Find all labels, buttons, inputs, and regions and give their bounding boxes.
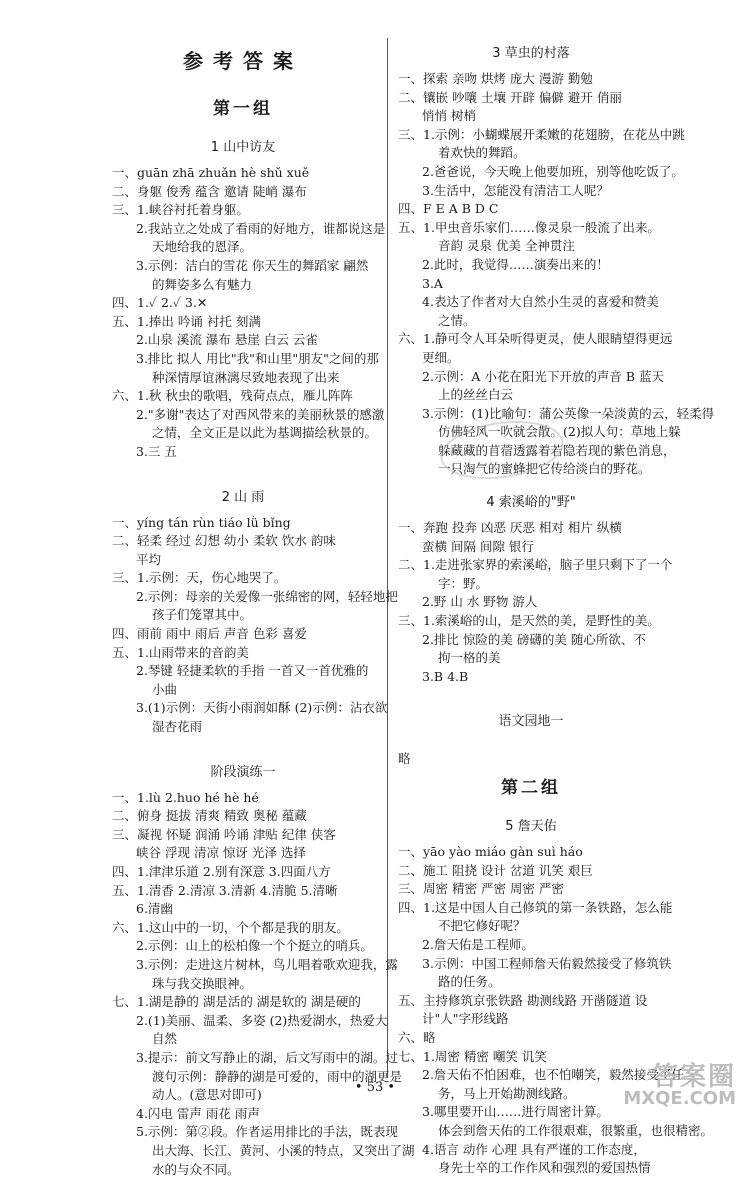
answer-line: 务，马上开始勘测线路。 (398, 1085, 664, 1104)
answer-line: 七、1.湖是静的 湖是活的 湖是软的 湖是硬的 (112, 993, 374, 1012)
answer-line: 二、施工 阻挠 设计 岔道 讥笑 艰巨 (398, 862, 664, 881)
answer-line: 峡谷 浮现 清凉 惊讶 光泽 选择 (112, 844, 374, 863)
answer-line: 3.(1)示例：天街小雨润如酥 (2)示例：沾衣欲 (112, 699, 374, 718)
answer-line: 略 (398, 750, 664, 769)
answer-line: 4.语言 动作 心理 具有严谨的工作态度， (398, 1141, 664, 1160)
answer-line: 三、1.示例：天，伤心地哭了。 (112, 569, 374, 588)
answer-line: 自然 (112, 1030, 374, 1049)
watermark-line-2: MXQE.COM (623, 1088, 736, 1110)
answer-line: 一、1.lù 2.huo hé hè hé (112, 789, 374, 808)
answer-line: 五、1.清香 2.清凉 3.清新 4.清脆 5.清晰 (112, 882, 374, 901)
answer-line: 着欢快的舞蹈。 (398, 144, 664, 163)
answer-line: 4.闪电 雷声 雨花 雨声 (112, 1105, 374, 1124)
answer-line: 3.哪里要开山……进行周密计算。 (398, 1103, 664, 1122)
answer-line: 悄悄 树梢 (398, 107, 664, 126)
answer-line: 一、奔跑 投奔 凶恶 厌恶 相对 相片 纵横 (398, 519, 664, 538)
section-heading: 1 山中访友 (112, 138, 374, 158)
answer-line: 上的丝丝白云 (398, 386, 664, 405)
answer-line: 的舞姿多么有魅力 (112, 276, 374, 295)
group-heading: 第一组 (112, 98, 374, 120)
answer-line: 2.示例：母亲的关爱像一张绵密的网，轻轻地把 (112, 588, 374, 607)
answer-line: 不把它修好呢？ (398, 917, 664, 936)
answer-line: 3.三 五 (112, 443, 374, 462)
answer-line: 2.詹天佑是工程师。 (398, 936, 664, 955)
answer-line: 3.提示：前文写静止的湖，后文写雨中的湖。过 (112, 1049, 374, 1068)
answer-line: 2.琴键 轻捷柔软的手指 一首又一首优雅的 (112, 662, 374, 681)
section-heading: 2 山 雨 (112, 488, 374, 508)
section-heading: 阶段演练一 (112, 763, 374, 783)
left-column (112, 42, 374, 1179)
answer-line: 四、F E A B D C (398, 200, 664, 219)
answer-line: 2.野 山 水 野物 游人 (398, 593, 664, 612)
watermark (623, 1066, 736, 1110)
answer-line: 2.此时，我觉得……演奏出来的！ (398, 256, 664, 275)
watermark-line-1: 答案圈 (623, 1066, 736, 1088)
answer-line: 2.排比 惊险的美 磅礴的美 随心所欲、不 (398, 631, 664, 650)
page-number: • 53 • (0, 1080, 750, 1095)
answer-line: 3.A (398, 275, 664, 294)
answer-line: 体会到詹天佑的工作很艰难，很繁重，也很精密。 (398, 1122, 664, 1141)
answer-line: 六、1.这山中的一切，个个都是我的朋友。 (112, 919, 374, 938)
answer-line: 五、主持修筑京张铁路 勘测线路 开凿隧道 设 (398, 992, 664, 1011)
answer-line: 一、yāo yào miáo gàn suì háo (398, 843, 664, 862)
answer-line: 2.(1)美丽、温柔、多姿 (2)热爱湖水，热爱大 (112, 1012, 374, 1031)
answer-line: 一、guān zhā zhuǎn hè shǔ xuě (112, 164, 374, 183)
answer-line: 5.示例：第②段。作者运用排比的手法，既表现 (112, 1123, 374, 1142)
answer-line: 二、身躯 俊秀 蕴含 邀请 陡峭 瀑布 (112, 183, 374, 202)
answer-line: 四、1.✓ 2.✓ 3.✕ (112, 294, 374, 313)
answer-line: 2.詹天佑不怕困难，也不怕嘲笑，毅然接受了任 (398, 1066, 664, 1085)
section-heading: 5 詹天佑 (398, 817, 664, 837)
answer-line: 湿杏花雨 (112, 718, 374, 737)
column-divider (387, 38, 388, 1078)
answer-line: 之情，全文正是以此为基调描绘秋景的。 (112, 424, 374, 443)
answer-line: 珠与我交换眼神。 (112, 975, 374, 994)
answer-line: 2."多谢"表达了对西风带来的美丽秋景的感激 (112, 406, 374, 425)
answer-line: 五、1.甲虫音乐家们……像灵泉一般流了出来。 (398, 219, 664, 238)
answer-line: 2.示例：A 小花在阳光下开放的声音 B 蓝天 (398, 368, 664, 387)
answer-line: 2.我站立之处成了看雨的好地方，谁都说这是 (112, 220, 374, 239)
answer-line: 平均 (112, 551, 374, 570)
answer-line: 字：野。 (398, 575, 664, 594)
answer-line: 出大海、长江、黄河、小溪的特点，又突出了湖 (112, 1142, 374, 1161)
answer-line: 更细。 (398, 349, 664, 368)
answer-line: 2.山泉 溪流 瀑布 悬崖 白云 云雀 (112, 331, 374, 350)
answer-line: 渡句示例：静静的湖是可爱的，雨中的湖更是 (112, 1068, 374, 1087)
answer-line: 二、俯身 挺拔 清爽 精致 奥秘 蕴藏 (112, 807, 374, 826)
answer-line: 身先士卒的工作作风和强烈的爱国热情 (398, 1159, 664, 1178)
answer-line: 仿佛轻风一吹就会散。(2)拟人句：草地上躲 (398, 423, 664, 442)
answer-line: 拘一格的美 (398, 649, 664, 668)
answer-line: 五、1.山雨带来的音韵美 (112, 644, 374, 663)
right-column (398, 42, 664, 1178)
answer-line: 2.爸爸说，今天晚上他要加班，别等他吃饭了。 (398, 163, 664, 182)
answer-line: 四、1.津津乐道 2.别有深意 3.四面八方 (112, 863, 374, 882)
answer-line: 孩子们笼罩其中。 (112, 606, 374, 625)
answer-line: 蛮横 间隔 间隙 银行 (398, 538, 664, 557)
answer-line: 动人。(意思对即可) (112, 1086, 374, 1105)
group-heading: 第二组 (398, 777, 664, 799)
page-number-value: 53 (367, 1080, 384, 1095)
answer-line: 之情。 (398, 312, 664, 331)
answer-line: 二、镶嵌 吵嚷 土壤 开辟 偏僻 避开 俏丽 (398, 89, 664, 108)
answer-line: 3.示例：(1)比喻句：蒲公英像一朵淡黄的云，轻柔得 (398, 405, 664, 424)
answer-line: 3.示例：洁白的雪花 你天生的舞蹈家 翩然 (112, 257, 374, 276)
answer-line: 三、凝视 怀疑 润涌 吟诵 津贴 纪律 侠客 (112, 826, 374, 845)
answer-line: 三、1.示例：小蝴蝶展开柔嫩的花翅膀，在花丛中跳 (398, 126, 664, 145)
answer-line: 四、雨前 雨中 雨后 声音 色彩 喜爱 (112, 625, 374, 644)
answer-line: 天地给我的恩泽。 (112, 238, 374, 257)
answer-line: 一、探索 亲吻 烘烤 庞大 漫游 勤勉 (398, 70, 664, 89)
answer-line: 水的与众不同。 (112, 1161, 374, 1179)
answer-line: 一、yíng tán rùn tiáo lǜ bǐng (112, 514, 374, 533)
answer-line: 二、1.走进张家界的索溪峪，脑子里只剩下了一个 (398, 556, 664, 575)
answer-line: 3.排比 拟人 用比"我"和山里"朋友"之间的那 (112, 350, 374, 369)
answer-line: 三、1.峡谷衬托着身躯。 (112, 201, 374, 220)
answer-line: 3.生活中，怎能没有清洁工人呢？ (398, 182, 664, 201)
answer-line: 一只淘气的蜜蜂把它传给淡白的野花。 (398, 460, 664, 479)
answer-line: 2.示例：山上的松柏像一个个挺立的哨兵。 (112, 937, 374, 956)
page-title: 参考答案 (112, 48, 374, 74)
answer-line: 七、1.周密 精密 嘲笑 讥笑 (398, 1048, 664, 1067)
answer-line: 六、1.秋 秋虫的歌唱，残荷点点，雁儿阵阵 (112, 387, 374, 406)
answer-line: 音韵 灵泉 优美 全神贯注 (398, 237, 664, 256)
answer-line: 三、周密 精密 严密 周密 严密 (398, 880, 664, 899)
section-heading: 3 草虫的村落 (398, 44, 664, 64)
answer-line: 计"人"字形线路 (398, 1010, 664, 1029)
answer-line: 3.B 4.B (398, 668, 664, 687)
answer-line: 6.清幽 (112, 900, 374, 919)
answer-line: 六、1.静可令人耳朵听得更灵，使人眼睛望得更远 (398, 330, 664, 349)
section-heading: 语文园地一 (398, 712, 664, 732)
answer-line: 3.示例：走进这片树林，鸟儿唱着歌欢迎我，露 (112, 956, 374, 975)
answer-line: 种深情厚谊淋漓尽致地表现了出来 (112, 369, 374, 388)
answer-line: 4.表达了作者对大自然小生灵的喜爱和赞美 (398, 293, 664, 312)
answer-line: 小曲 (112, 681, 374, 700)
answer-line: 五、1.捧出 吟诵 衬托 刻满 (112, 313, 374, 332)
answer-line: 躲藏藏的苜蓿透露着若隐若现的紫色消息， (398, 442, 664, 461)
answer-line: 三、1.索溪峪的山，是天然的美，是野性的美。 (398, 612, 664, 631)
answer-line: 3.示例：中国工程师詹天佑毅然接受了修筑铁 (398, 955, 664, 974)
answer-line: 路的任务。 (398, 973, 664, 992)
answer-line: 四、1.这是中国人自己修筑的第一条铁路，怎么能 (398, 899, 664, 918)
answer-line: 六、略 (398, 1029, 664, 1048)
answer-line: 二、轻柔 经过 幻想 幼小 柔软 饮水 韵味 (112, 532, 374, 551)
section-heading: 4 索溪峪的"野" (398, 493, 664, 513)
